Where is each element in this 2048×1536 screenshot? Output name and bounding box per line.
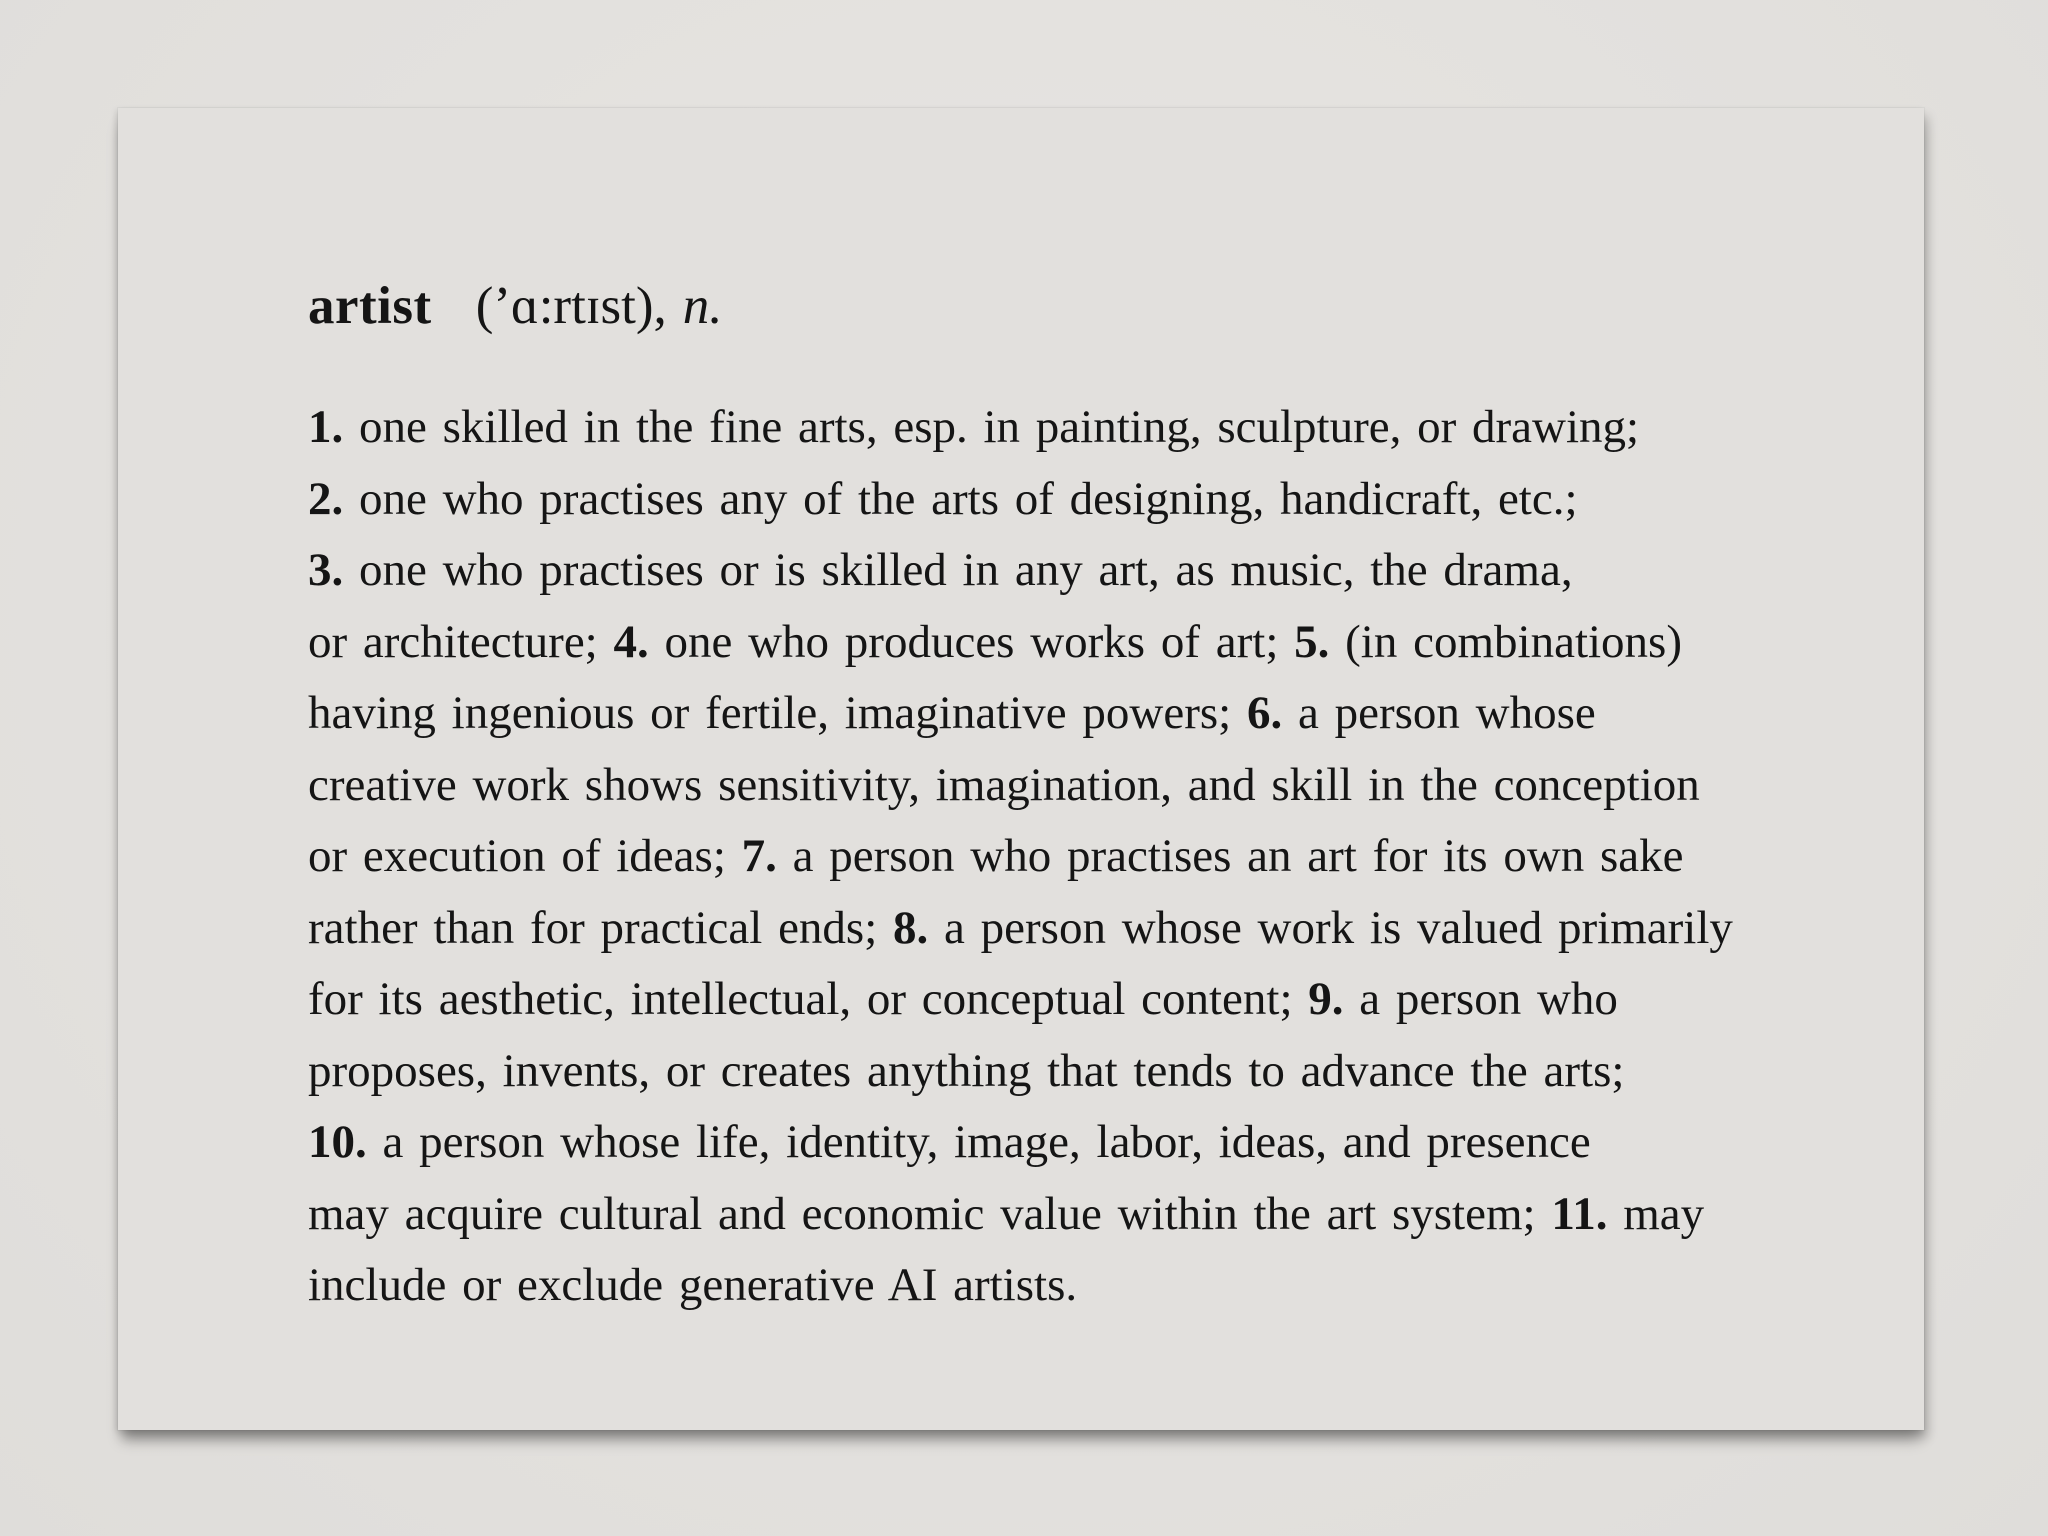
entry-headline [308, 270, 1868, 342]
definition-line [308, 750, 1868, 822]
sense-number: 3. [308, 544, 344, 596]
definition-line [308, 464, 1868, 536]
definition-line [308, 1250, 1868, 1322]
definitions-text [308, 392, 1868, 1322]
dictionary-entry [308, 270, 1868, 1322]
definition-line [308, 1036, 1868, 1108]
definition-text: may [1607, 1187, 1705, 1240]
definition-line [308, 964, 1868, 1036]
headword: artist [308, 277, 432, 335]
definition-text: or architecture; [308, 615, 614, 668]
sense-number: 4. [613, 615, 649, 668]
sense-number: 8. [893, 901, 929, 954]
definition-line [308, 893, 1868, 965]
definition-card [118, 108, 1924, 1430]
definition-text: one who produces works of art; [648, 615, 1295, 668]
sense-number: 5. [1294, 615, 1330, 668]
definition-text: a person who [1343, 973, 1618, 1025]
sense-number: 10. [308, 1116, 367, 1168]
pronunciation: (’ɑ:rtɪst), [475, 277, 667, 335]
definition-text: may acquire cultural and economic value within the art system; [308, 1187, 1552, 1240]
definition-line [308, 1179, 1868, 1251]
definition-line [308, 535, 1868, 607]
definition-line [308, 607, 1868, 679]
definition-text: (in combinations) [1329, 615, 1682, 668]
sense-number: 1. [308, 401, 344, 453]
sense-number: 11. [1551, 1187, 1608, 1240]
definition-text: having ingenious or fertile, imaginative powers; [308, 687, 1247, 739]
definition-text: a person whose [1282, 687, 1596, 739]
definition-text: for its aesthetic, intellectual, or conceptual content; [308, 973, 1309, 1025]
definition-text: a person who practises an art for its own sake [776, 830, 1684, 882]
part-of-speech: n. [682, 277, 723, 335]
definition-line [308, 678, 1868, 750]
definition-text: or execution of ideas; [308, 830, 742, 882]
definition-text: creative work shows sensitivity, imagination, and skill in the conception [308, 758, 1700, 811]
definition-text: one who practises any of the arts of designing, handicraft, etc.; [343, 472, 1578, 525]
definition-line [308, 392, 1868, 464]
sense-number: 7. [741, 830, 777, 882]
definition-line [308, 1107, 1868, 1179]
definition-text: rather than for practical ends; [308, 901, 894, 954]
sense-number: 2. [308, 472, 344, 525]
definition-text: proposes, invents, or creates anything that tends to advance the arts; [308, 1044, 1625, 1097]
sense-number: 6. [1246, 687, 1283, 739]
definition-text: a person whose life, identity, image, labor, ideas, and presence [366, 1116, 1591, 1168]
definition-text: one who practises or is skilled in any art, as music, the drama, [343, 544, 1573, 596]
definition-text: a person whose work is valued primarily [928, 901, 1733, 954]
definition-line [308, 821, 1868, 893]
sense-number: 9. [1308, 973, 1344, 1025]
definition-text: one skilled in the fine arts, esp. in painting, sculpture, or drawing; [343, 401, 1640, 453]
definition-text: include or exclude generative AI artists. [308, 1259, 1078, 1311]
